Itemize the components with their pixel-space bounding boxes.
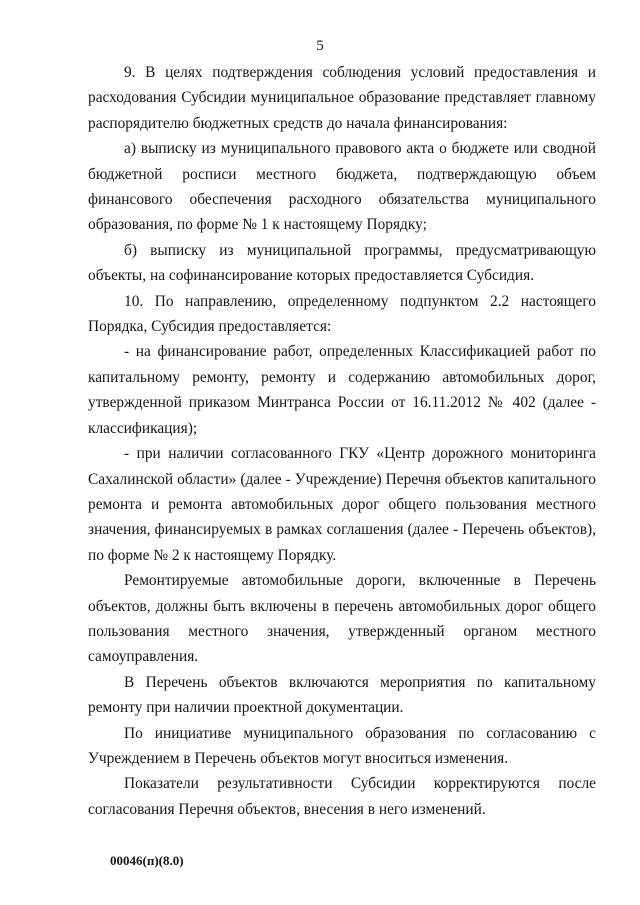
document-code: 00046(п)(8.0) <box>110 853 184 868</box>
document-body <box>88 60 596 822</box>
paragraph-10-item-1: - на финансирование работ, определенных Классификацией работ по капитальному ремонту, ремонту и содержанию автомобильных дорог, утвержденной приказом Минтранса России от 16.11.2012 № 402 (далее - классификация); <box>88 343 596 437</box>
paragraph-changes: По инициативе муниципального образования по согласованию с Учреждением в Перечень объектов могут вноситься изменения. <box>88 724 596 767</box>
page-number: 5 <box>316 38 324 54</box>
paragraph-10-item-2: - при наличии согласованного ГКУ «Центр дорожного мониторинга Сахалинской области» (далее - Учреждение) Перечня объектов капитального ремонта и ремонта автомобильных дорог общего пользования местного значения, финансируемых в рамках соглашения (далее - Перечень объектов), по форме № 2 к настоящему Порядку. <box>88 445 596 564</box>
paragraph-indicators: Показатели результативности Субсидии корректируются после согласования Перечня объектов, внесения в него изменений. <box>88 775 596 818</box>
paragraph-9: 9. В целях подтверждения соблюдения условий предоставления и расходования Субсидии муниципальное образование представляет главному распорядителю бюджетных средств до начала финансирования: <box>88 64 596 132</box>
paragraph-9b: б) выписку из муниципальной программы, предусматривающую объекты, на софинансирование которых предоставляется Субсидия. <box>88 241 596 285</box>
paragraph-roads: Ремонтируемые автомобильные дороги, включенные в Перечень объектов, должны быть включены в перечень автомобильных дорог общего пользования местного значения, утвержденный органом местного самоуправления. <box>88 572 596 666</box>
paragraph-9a: а) выписку из муниципального правового акта о бюджете или сводной бюджетной росписи местного бюджета, подтверждающую объем финансового обеспечения расходного обязательства муниципального образования, по форме № 1 к настоящему Порядку; <box>88 140 596 234</box>
paragraph-capital-repair: В Перечень объектов включаются мероприятия по капитальному ремонту при наличии проектной документации. <box>88 673 596 717</box>
paragraph-10: 10. По направлению, определенному подпунктом 2.2 настоящего Порядка, Субсидия предоставляется: <box>88 292 596 336</box>
